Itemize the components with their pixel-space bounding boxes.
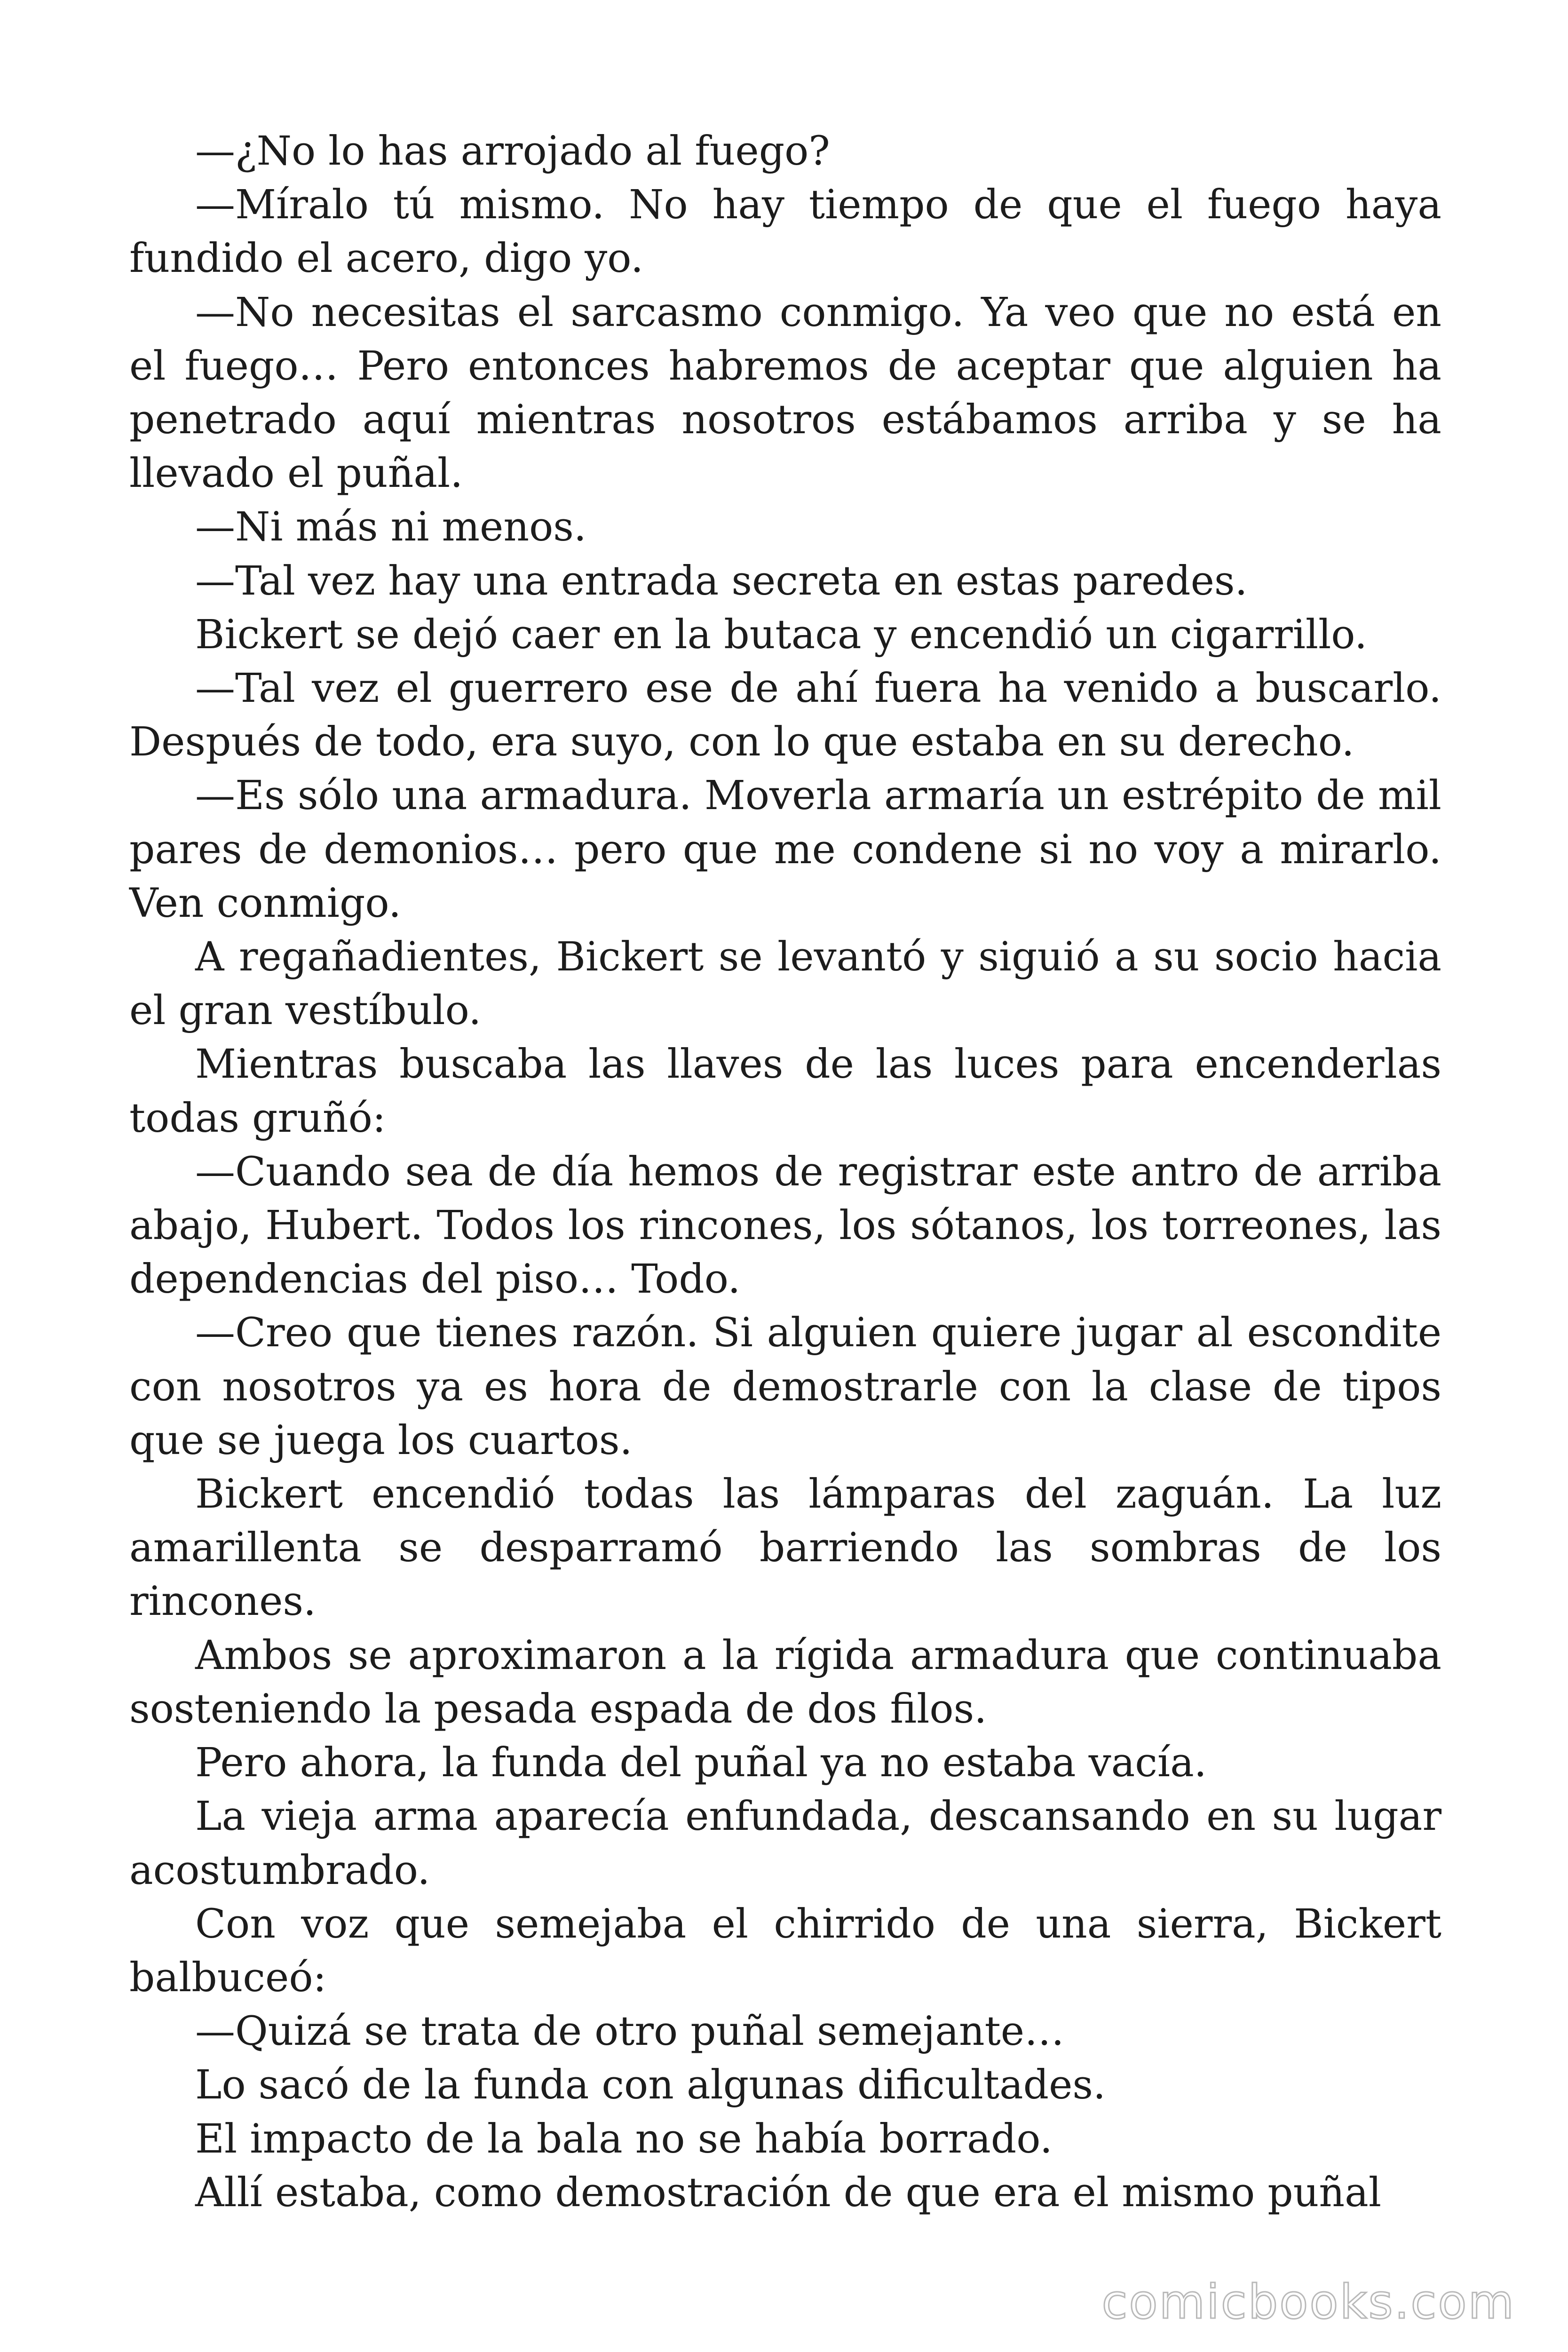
paragraph: Bickert encendió todas las lámparas del zaguán. La luz amarillenta se desparramó barriendo las sombras de los rincones. (129, 1471, 1441, 1625)
paragraph: El impacto de la bala no se había borrado. (195, 2115, 1053, 2162)
paragraph: —Tal vez hay una entrada secreta en estas paredes. (195, 557, 1248, 604)
paragraph: —Ni más ni menos. (195, 504, 586, 551)
paragraph: Pero ahora, la funda del puñal ya no estaba vacía. (195, 1740, 1207, 1787)
watermark: comicbooks.com (1101, 2274, 1515, 2329)
paragraph: Lo sacó de la funda con algunas dificultades. (195, 2062, 1106, 2109)
paragraph: —Quizá se trata de otro puñal semejante… (195, 2008, 1065, 2055)
paragraph: —Cuando sea de día hemos de registrar este antro de arriba abajo, Hubert. Todos los rincones, los sótanos, los torreones, las dependencias del piso… Todo. (129, 1148, 1441, 1303)
paragraph: A regañadientes, Bickert se levantó y siguió a su socio hacia el gran vestíbulo. (129, 934, 1441, 1034)
paragraph: —Míralo tú mismo. No hay tiempo de que el fuego haya fundido el acero, digo yo. (129, 182, 1441, 282)
paragraph: Mientras buscaba las llaves de las luces para encenderlas todas gruñó: (129, 1041, 1441, 1142)
paragraph: —Creo que tienes razón. Si alguien quiere jugar al escondite con nosotros ya es hora de demostrarle con la clase de tipos que se juega los cuartos. (129, 1310, 1441, 1464)
paragraph: —Tal vez el guerrero ese de ahí fuera ha venido a buscarlo. Después de todo, era suyo, con lo que estaba en su derecho. (129, 665, 1441, 766)
paragraph: —¿No lo has arrojado al fuego? (195, 128, 830, 175)
paragraph: Con voz que semejaba el chirrido de una sierra, Bickert balbuceó: (129, 1900, 1441, 2001)
paragraph: Allí estaba, como demostración de que era el mismo puñal (195, 2169, 1382, 2216)
paragraph: —No necesitas el sarcasmo conmigo. Ya veo que no está en el fuego… Pero entonces habremos de aceptar que alguien ha penetrado aquí mientras nosotros estábamos arriba y se ha llevado el puñal. (129, 289, 1441, 497)
paragraph: Ambos se aproximaron a la rígida armadura que continuaba sosteniendo la pesada espada de dos filos. (129, 1632, 1441, 1732)
paragraph: —Es sólo una armadura. Moverla armaría un estrépito de mil pares de demonios… pero que me condene si no voy a mirarlo. Ven conmigo. (129, 772, 1441, 927)
paragraph: Bickert se dejó caer en la butaca y encendió un cigarrillo. (195, 611, 1367, 658)
paragraph: La vieja arma aparecía enfundada, descansando en su lugar acostumbrado. (129, 1793, 1441, 1894)
page-body-text (129, 125, 1441, 2220)
